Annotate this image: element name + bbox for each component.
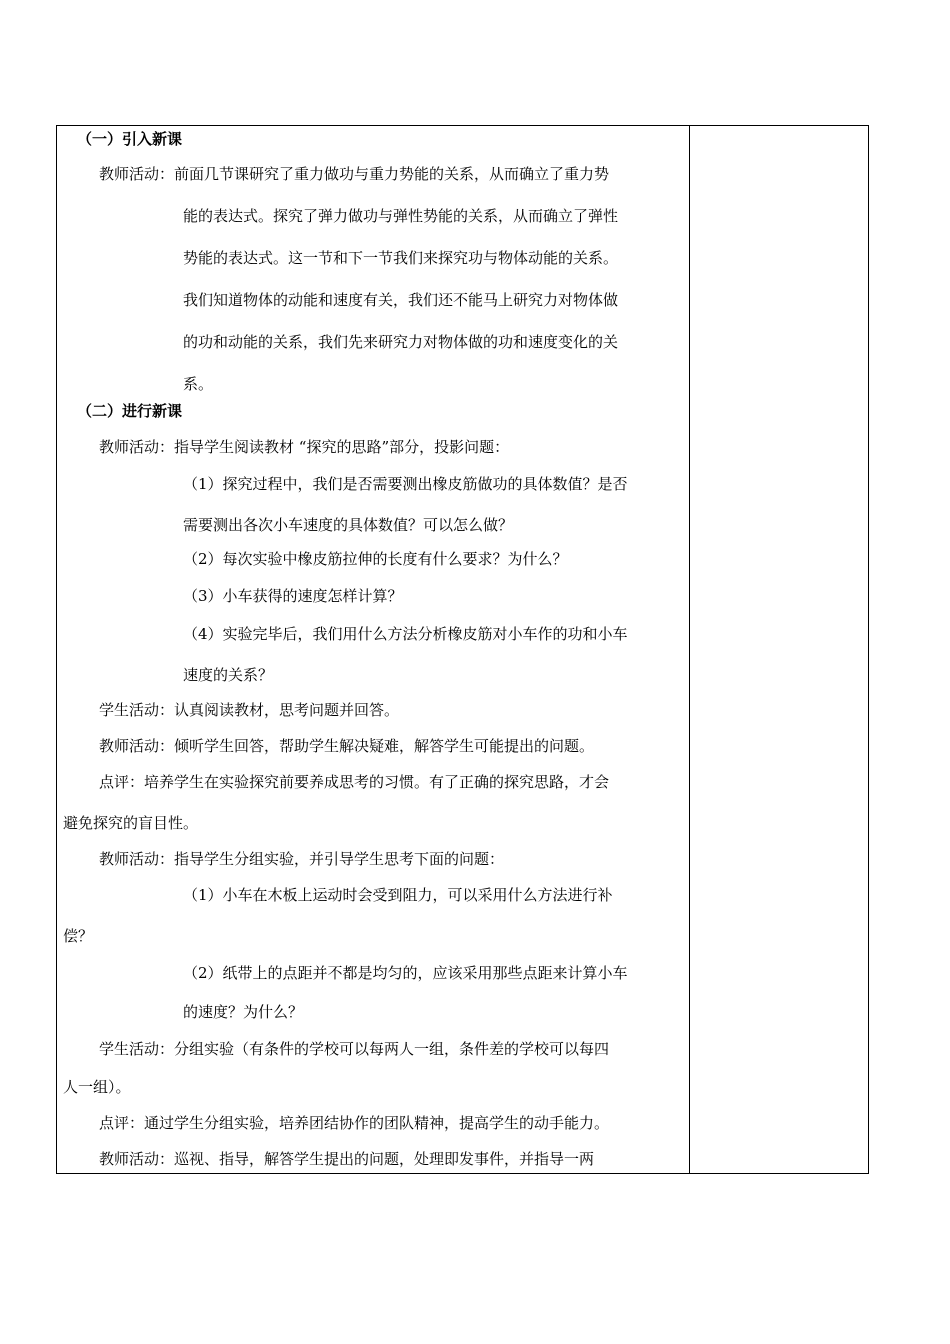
question-line: （2）纸带上的点距并不都是均匀的，应该采用那些点距来计算小车 xyxy=(183,964,628,982)
paragraph-line: 教师活动：倾听学生回答，帮助学生解决疑难，解答学生可能提出的问题。 xyxy=(99,737,595,755)
question-line: （4）实验完毕后，我们用什么方法分析橡皮筋对小车作的功和小车 xyxy=(183,625,628,643)
section-heading-new-lesson: （二）进行新课 xyxy=(77,402,183,420)
question-line: 的速度？为什么？ xyxy=(183,1003,304,1021)
paragraph-line: 教师活动：指导学生阅读教材 “探究的思路”部分，投影问题： xyxy=(99,438,510,456)
paragraph-line: 点评：培养学生在实验探究前要养成思考的习惯。有了正确的探究思路，才会 xyxy=(99,773,610,791)
question-line: 速度的关系？ xyxy=(183,666,274,684)
paragraph-line: 学生活动：分组实验（有条件的学校可以每两人一组，条件差的学校可以每四 xyxy=(99,1040,610,1058)
notes-column-divider xyxy=(689,126,690,1173)
question-line: 偿？ xyxy=(63,927,94,945)
paragraph-line: 我们知道物体的动能和速度有关，我们还不能马上研究力对物体做 xyxy=(183,291,619,309)
paragraph-line: 人一组）。 xyxy=(63,1078,131,1096)
paragraph-line: 点评：通过学生分组实验，培养团结协作的团队精神，提高学生的动手能力。 xyxy=(99,1114,610,1132)
question-line: （2）每次实验中橡皮筋拉伸的长度有什么要求？为什么？ xyxy=(183,550,568,568)
paragraph-line: 教师活动：巡视、指导，解答学生提出的问题，处理即发事件，并指导一两 xyxy=(99,1150,595,1168)
question-line: （3）小车获得的速度怎样计算？ xyxy=(183,587,403,605)
paragraph-line: 教师活动：前面几节课研究了重力做功与重力势能的关系，从而确立了重力势 xyxy=(99,165,610,183)
paragraph-line: 能的表达式。探究了弹力做功与弹性势能的关系，从而确立了弹性 xyxy=(183,207,619,225)
section-heading-intro: （一）引入新课 xyxy=(77,130,183,148)
paragraph-line: 教师活动：指导学生分组实验，并引导学生思考下面的问题： xyxy=(99,850,505,868)
question-line: （1）探究过程中，我们是否需要测出橡皮筋做功的具体数值？是否 xyxy=(183,475,628,493)
paragraph-line: 势能的表达式。这一节和下一节我们来探究功与物体动能的关系。 xyxy=(183,249,619,267)
paragraph-line: 的功和动能的关系，我们先来研究力对物体做的功和速度变化的关 xyxy=(183,333,619,351)
question-line: 需要测出各次小车速度的具体数值？可以怎么做？ xyxy=(183,516,514,534)
paragraph-line: 学生活动：认真阅读教材，思考问题并回答。 xyxy=(99,701,400,719)
lesson-table xyxy=(56,125,869,1174)
paragraph-line: 系。 xyxy=(183,375,214,393)
question-line: （1）小车在木板上运动时会受到阻力，可以采用什么方法进行补 xyxy=(183,886,613,904)
paragraph-line: 避免探究的盲目性。 xyxy=(63,814,199,832)
